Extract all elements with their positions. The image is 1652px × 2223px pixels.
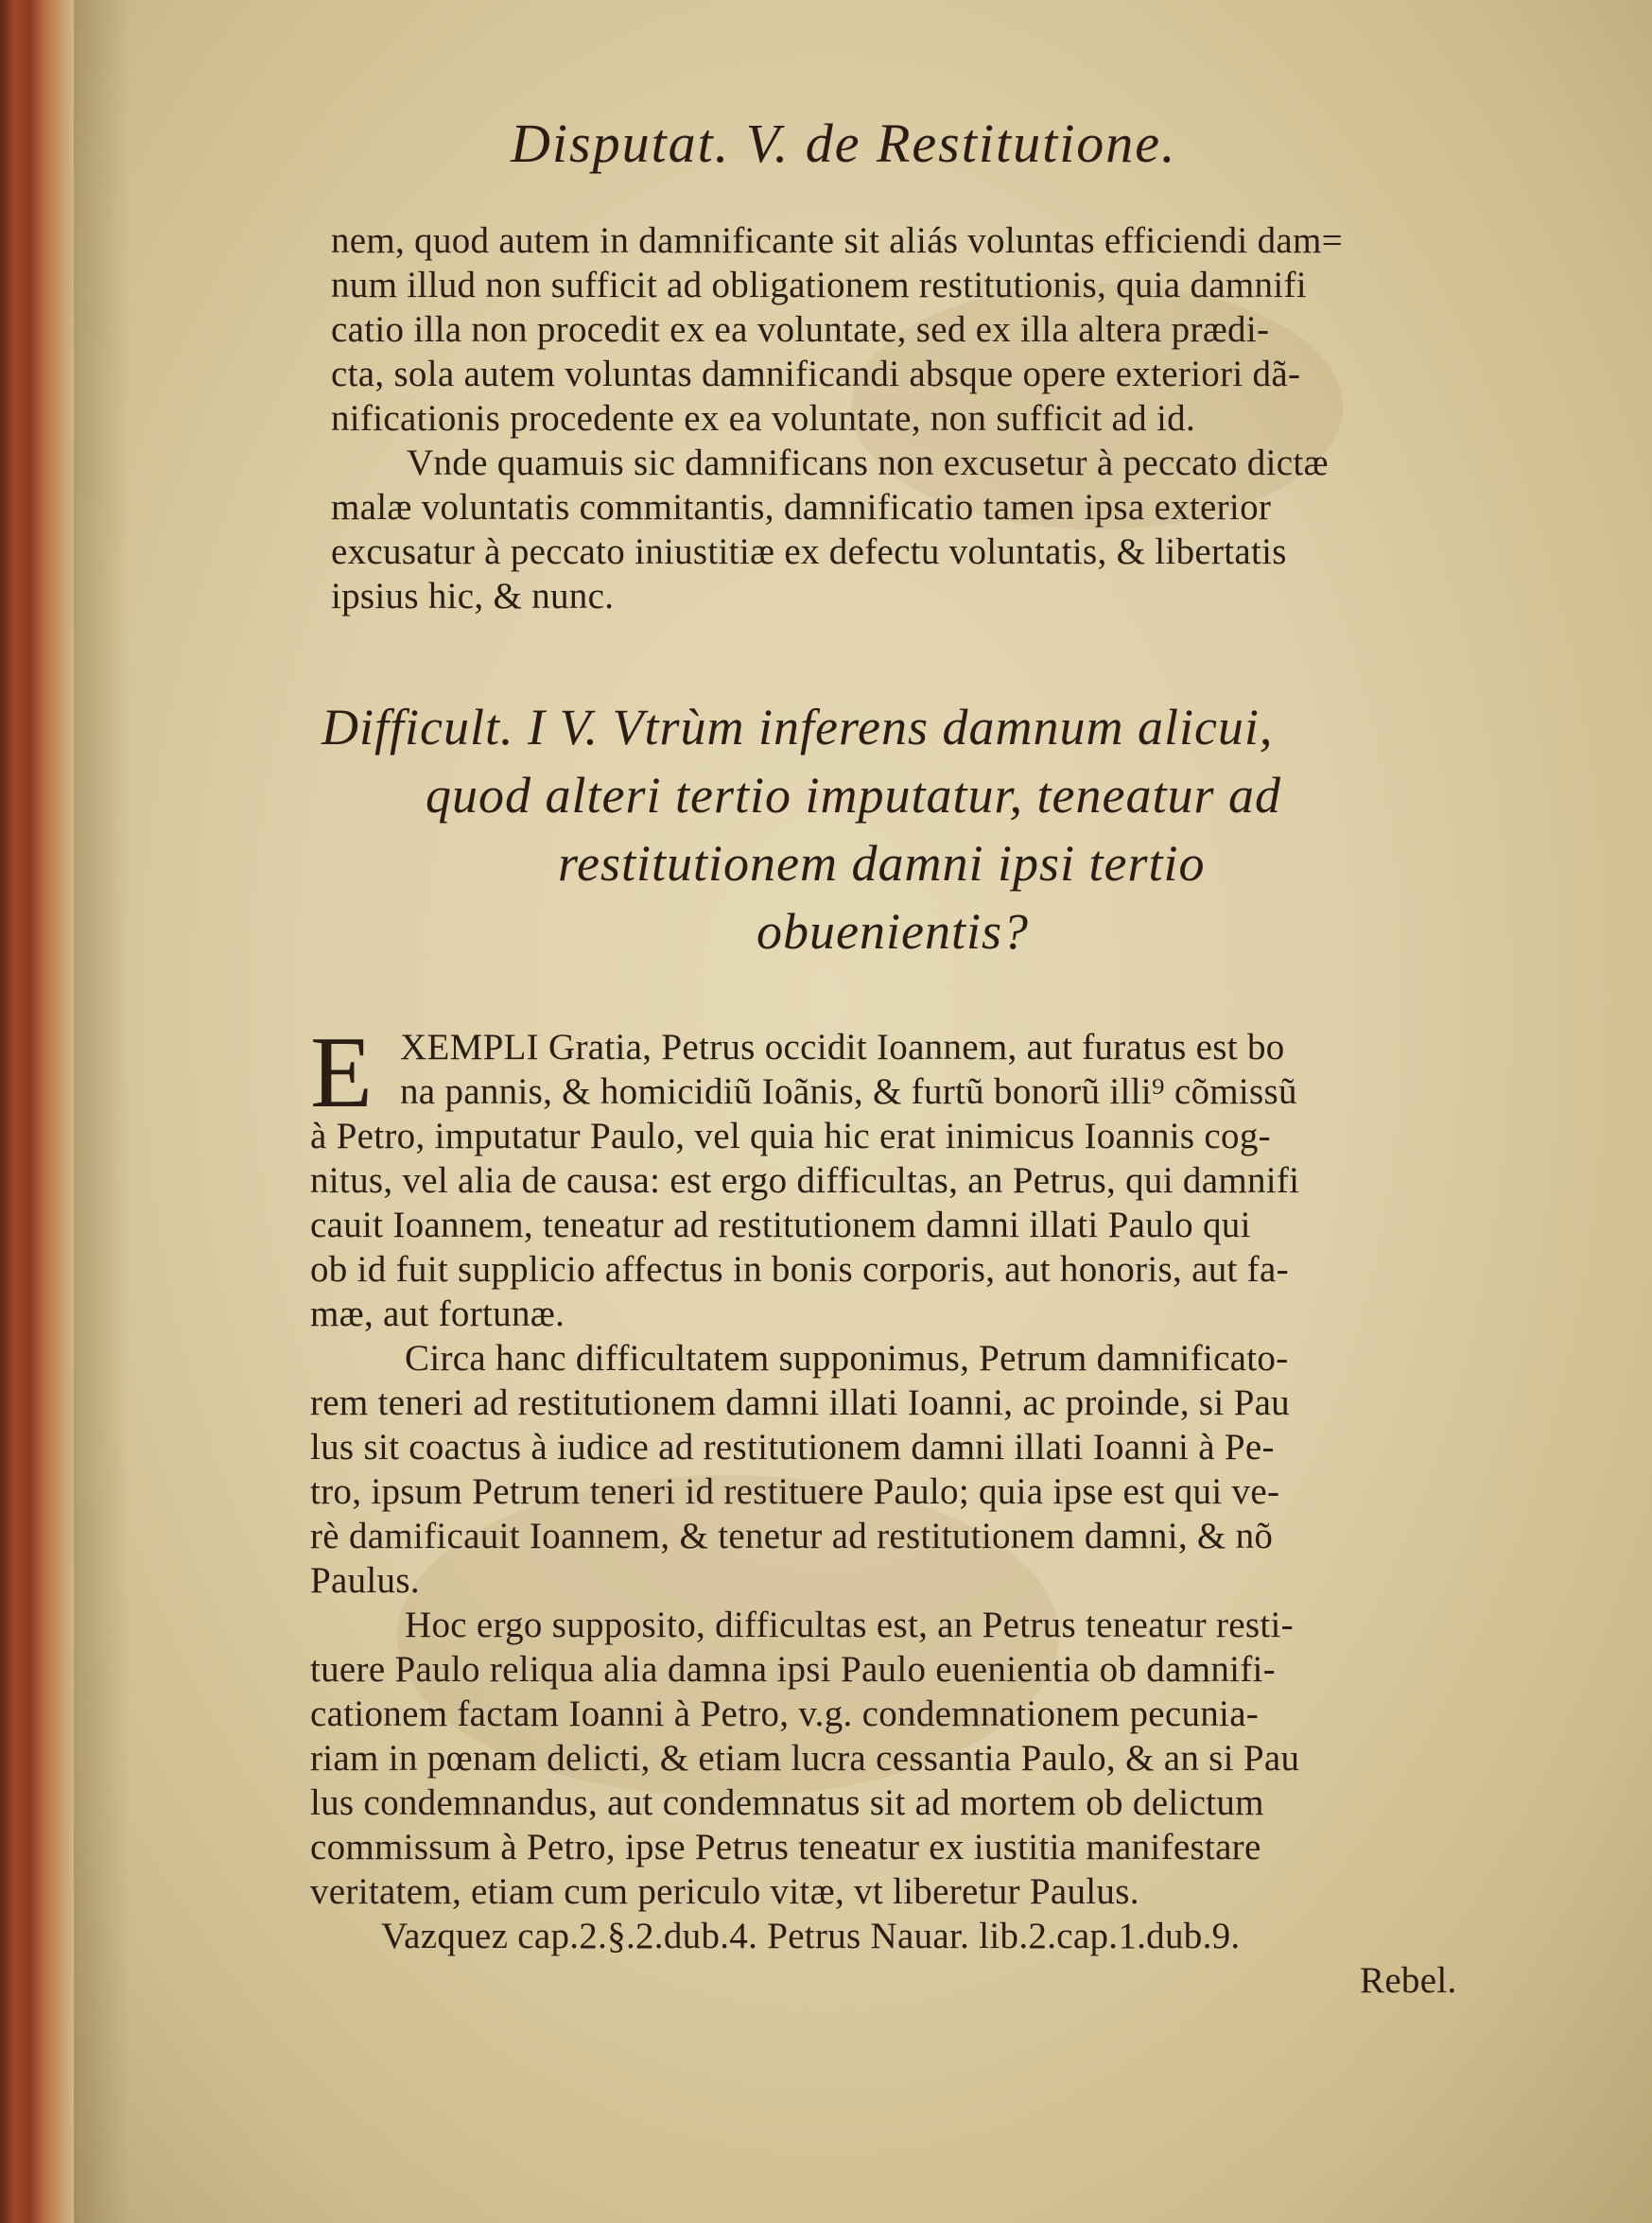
book-fore-edge bbox=[0, 0, 74, 2223]
text-line: cauit Ioannem, teneatur ad restitutionem damni illati Paulo qui bbox=[310, 1205, 1251, 1245]
text-line: commissum à Petro, ipse Petrus teneatur ex iustitia manifestare bbox=[310, 1827, 1261, 1867]
text-line: Vnde quamuis sic damnificans non excusetur à peccato dictæ bbox=[407, 443, 1329, 483]
text-line: rè damificauit Ioannem, & tenetur ad restitutionem damni, & nõ bbox=[310, 1516, 1274, 1556]
drop-cap: E bbox=[310, 1016, 373, 1129]
text-line: lus sit coactus à iudice ad restitutionem damni illati Ioanni à Pe- bbox=[310, 1427, 1275, 1468]
paragraph-top bbox=[331, 219, 1522, 617]
text-line: à Petro, imputatur Paulo, vel quia hic erat inimicus Ioannis cog- bbox=[310, 1116, 1271, 1156]
text-line: na pannis, & homicidiũ Ioãnis, & furtũ bonorũ illi⁹ cõmissũ bbox=[400, 1071, 1297, 1112]
text-line: excusatur à peccato iniustitiæ ex defectu voluntatis, & libertatis bbox=[331, 531, 1287, 572]
text-line: ipsius hic, & nunc. bbox=[331, 576, 615, 617]
text-line: veritatem, etiam cum periculo vitæ, vt liberetur Paulus. bbox=[310, 1871, 1139, 1912]
text-line: Paulus. bbox=[310, 1560, 420, 1601]
text-line: cta, sola autem voluntas damnificandi absque opere exteriori dã- bbox=[331, 354, 1301, 394]
text-line: tro, ipsum Petrum teneri id restituere Paulo; quia ipse est qui ve- bbox=[310, 1471, 1280, 1512]
running-header: Disputat. V. de Restitutione. bbox=[511, 113, 1177, 174]
title-line: obuenientis? bbox=[756, 903, 1029, 960]
text-line: riam in pœnam delicti, & etiam lucra cessantia Paulo, & an si Pau bbox=[310, 1738, 1300, 1779]
text-line: Hoc ergo supposito, difficultas est, an Petrus teneatur resti- bbox=[405, 1605, 1294, 1645]
gutter-shadow bbox=[74, 0, 130, 2223]
title-line: quod alteri tertio imputatur, teneatur ad bbox=[426, 767, 1281, 824]
text-line: nitus, vel alia de causa: est ergo difficultas, an Petrus, qui damnifi bbox=[310, 1160, 1300, 1201]
citation-line: Vazquez cap.2.§.2.dub.4. Petrus Nauar. lib.2.cap.1.dub.9. bbox=[381, 1916, 1241, 1956]
text-line: ob id fuit supplicio affectus in bonis corporis, aut honoris, aut fa- bbox=[310, 1249, 1289, 1290]
title-line: Difficult. I V. Vtrùm inferens damnum alicui, bbox=[322, 699, 1274, 755]
text-line: XEMPLI Gratia, Petrus occidit Ioannem, aut furatus est bo bbox=[400, 1027, 1285, 1068]
text-line: mæ, aut fortunæ. bbox=[310, 1294, 565, 1334]
text-line: lus condemnandus, aut condemnatus sit ad mortem ob delictum bbox=[310, 1782, 1264, 1823]
text-line: num illud non sufficit ad obligationem restitutionis, quia damnifi bbox=[331, 265, 1307, 305]
body-paragraphs bbox=[310, 1016, 1530, 2028]
text-line: tuere Paulo reliqua alia damna ipsi Paulo euenientia ob damnifi- bbox=[310, 1649, 1276, 1690]
title-line: restitutionem damni ipsi tertio bbox=[558, 835, 1206, 892]
text-line: Circa hanc difficultatem supponimus, Petrum damnificato- bbox=[405, 1338, 1289, 1379]
text-line: rem teneri ad restitutionem damni illati Ioanni, ac proinde, si Pau bbox=[310, 1382, 1290, 1423]
catchword: Rebel. bbox=[1360, 1960, 1457, 2001]
text-line: cationem factam Ioanni à Petro, v.g. condemnationem pecunia- bbox=[310, 1693, 1260, 1734]
text-line: catio illa non procedit ex ea voluntate, sed ex illa altera prædi- bbox=[331, 309, 1270, 350]
difficulty-title bbox=[322, 698, 1494, 981]
text-line: nem, quod autem in damnificante sit aliás voluntas efficiendi dam= bbox=[331, 220, 1343, 261]
text-line: nificationis procedente ex ea voluntate, non sufficit ad id. bbox=[331, 398, 1195, 439]
text-line: malæ voluntatis commitantis, damnificatio tamen ipsa exterior bbox=[331, 487, 1272, 528]
